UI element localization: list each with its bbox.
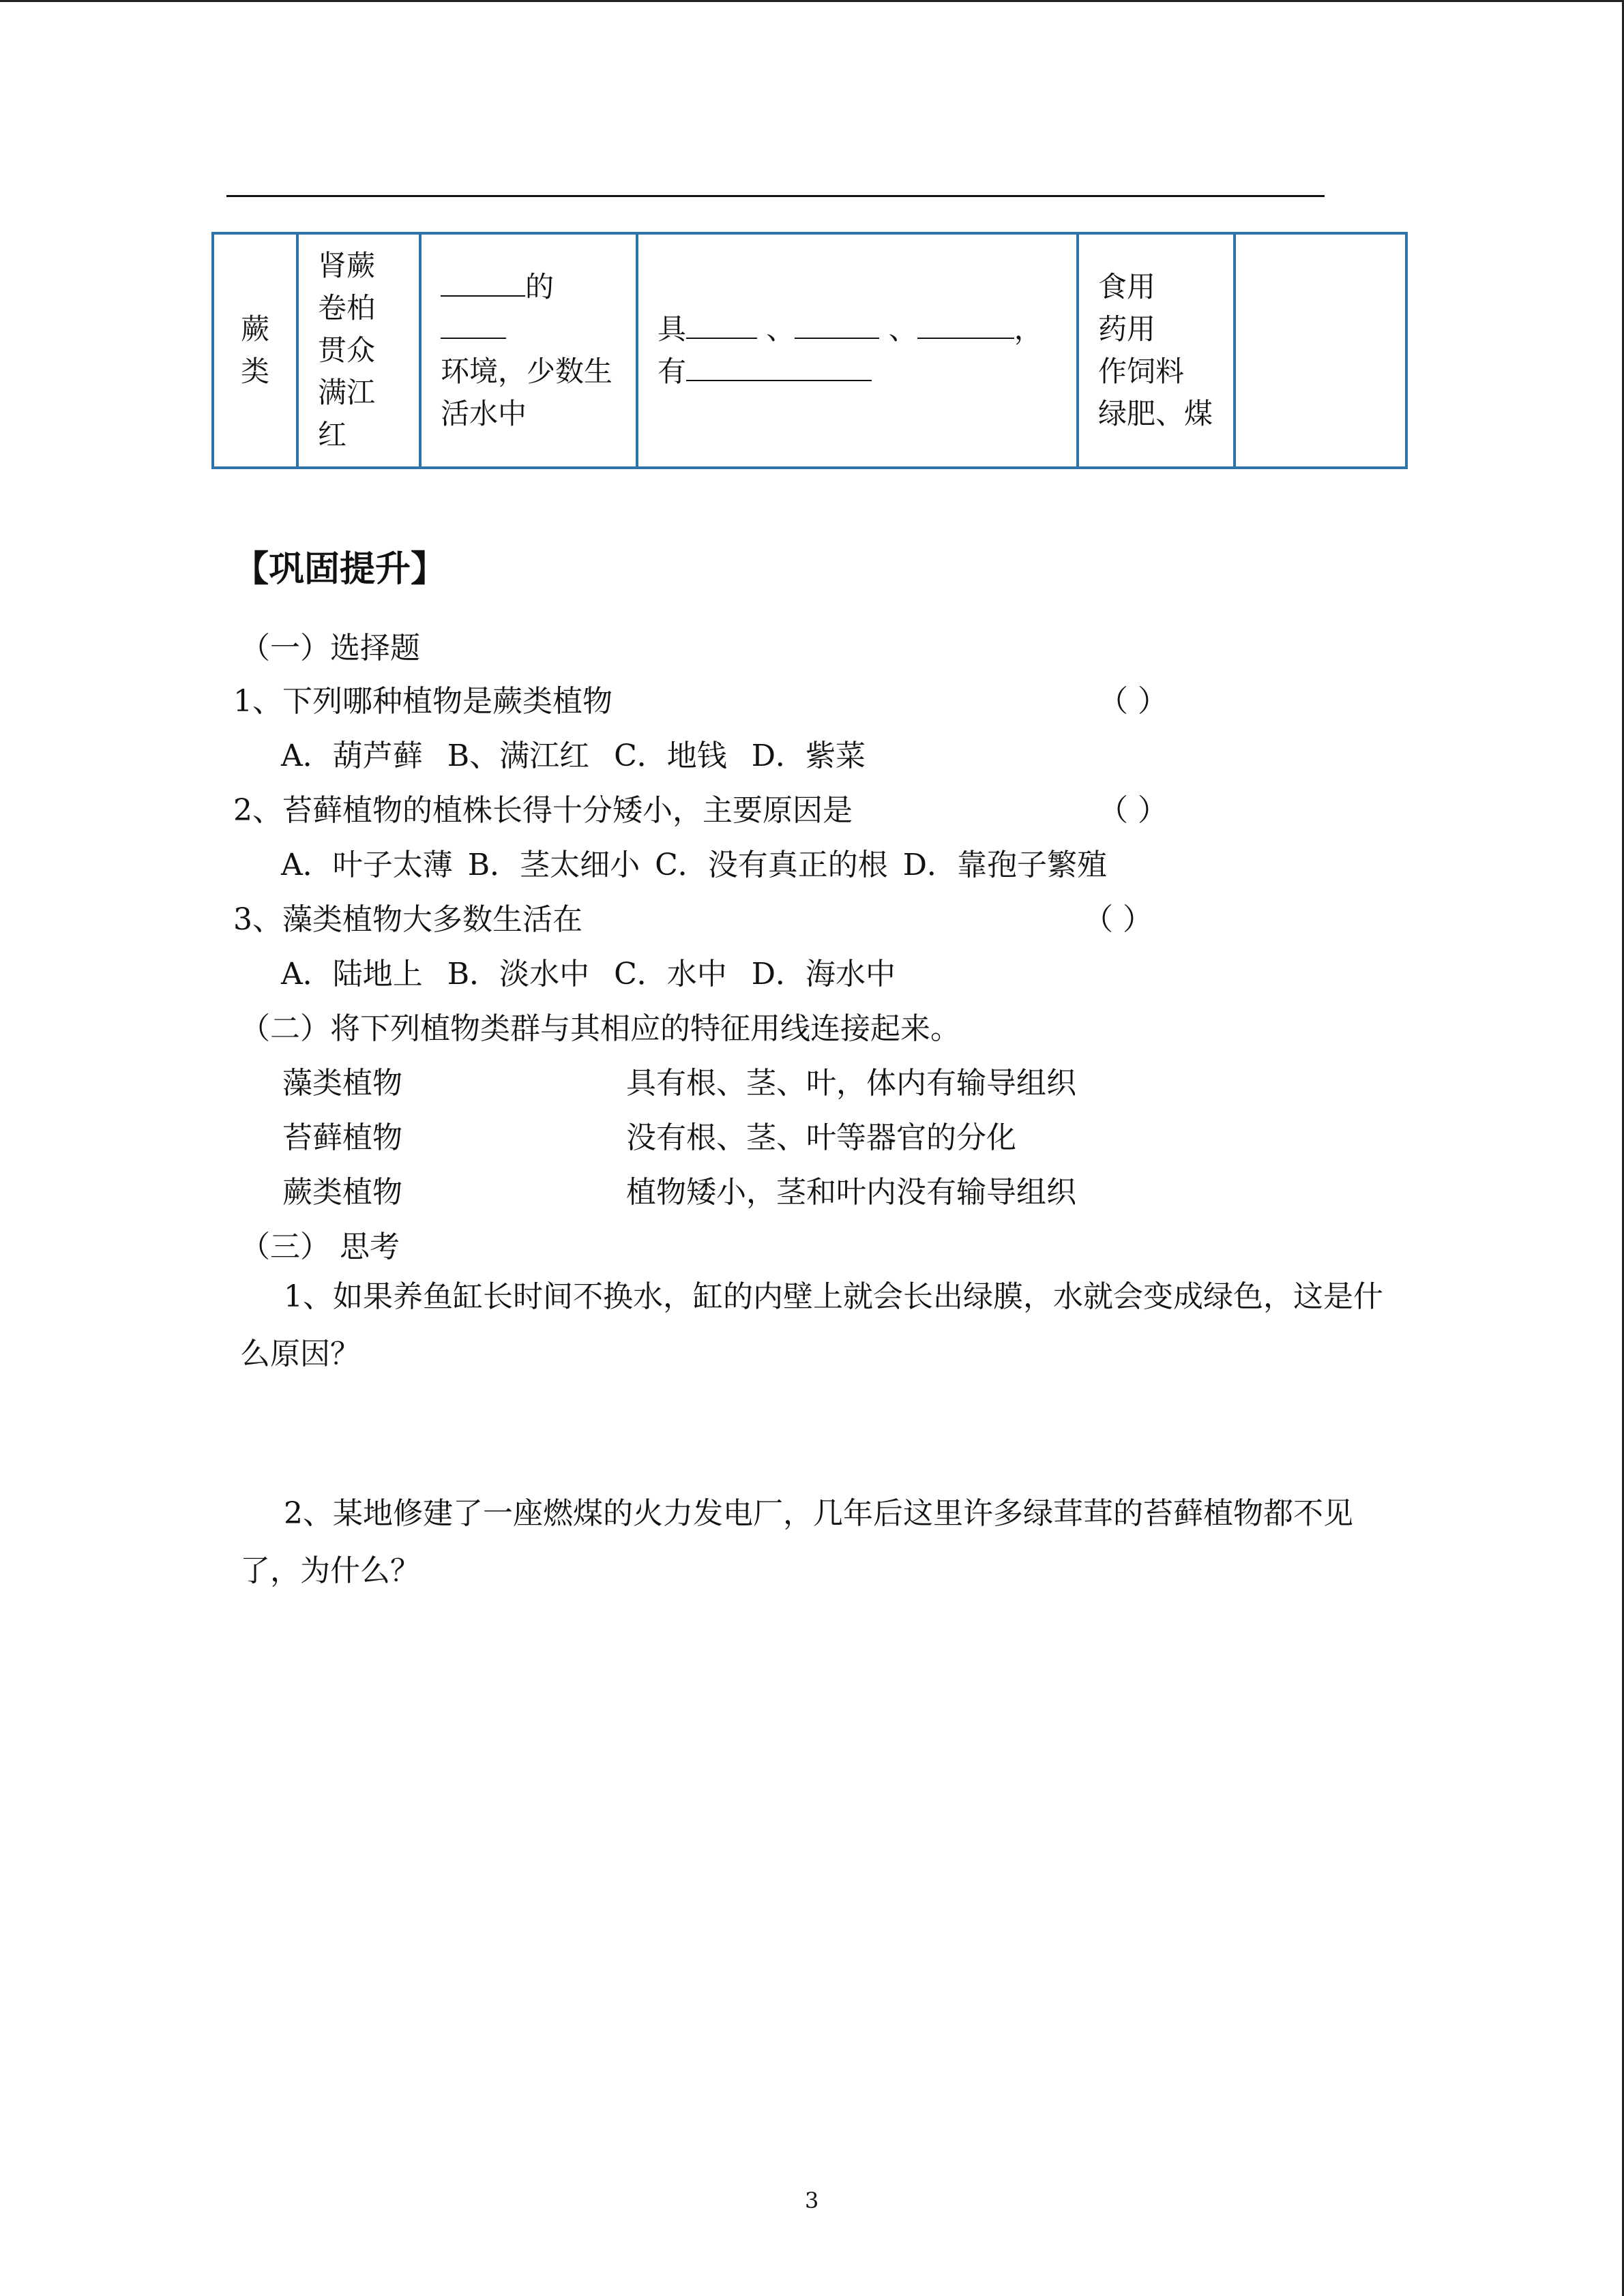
think-question-2: 2、某地修建了一座燃煤的火力发电厂，几年后这里许多绿茸茸的苔藓植物都不见了，为什么？ [240, 1496, 1353, 1588]
use-item: 药用 [1098, 312, 1156, 346]
think-question-1: 1、如果养鱼缸长时间不换水，缸的内壁上就会长出绿膜，水就会变成绿色，这是什么原因？ [240, 1279, 1383, 1371]
use-item: 食用 [1098, 270, 1156, 303]
question-options: A．陆地上 B．淡水中 C．水中 D．海水中 [281, 957, 896, 992]
fill-blank[interactable] [795, 310, 879, 339]
part1-heading: （一）选择题 [240, 631, 420, 666]
habitat-line: 环境，少数生 [441, 355, 613, 388]
separator: 、 [766, 312, 795, 346]
example-item: 卷柏 [318, 291, 376, 325]
plant-group[interactable]: 藻类植物 [282, 1066, 402, 1101]
part2-heading: （二）将下列植物类群与其相应的特征用线连接起来。 [240, 1011, 960, 1046]
separator: 、 [888, 312, 917, 346]
structure-cell [637, 233, 1078, 468]
question-options: A．叶子太薄 B．茎太细小 C．没有真正的根 D．靠孢子繁殖 [281, 848, 1108, 882]
example-item: 满江 [318, 376, 376, 409]
example-item: 肾蕨 [318, 249, 376, 282]
table-row [213, 233, 1406, 468]
category-char: 类 [240, 355, 269, 388]
structure-prefix: 有 [658, 355, 687, 388]
plant-feature[interactable]: 植物矮小，茎和叶内没有输导组织 [626, 1175, 1076, 1210]
fill-blank[interactable] [441, 268, 525, 297]
habitat-cell [420, 233, 637, 468]
category-char: 蕨 [240, 312, 269, 346]
category-cell [213, 233, 297, 468]
section-title: 【巩固提升】 [233, 549, 447, 590]
fill-blank[interactable] [686, 310, 757, 339]
header-rule [226, 195, 1325, 197]
habitat-line: 活水中 [441, 397, 527, 430]
example-item: 贯众 [318, 333, 376, 367]
fill-blank[interactable] [917, 310, 1014, 339]
separator: ， [1014, 312, 1043, 346]
examples-cell [297, 233, 420, 468]
empty-cell [1235, 233, 1406, 468]
fill-blank[interactable] [441, 310, 506, 339]
example-item: 红 [318, 418, 347, 451]
question-stem: 3、藻类植物大多数生活在 [233, 902, 582, 937]
page-number: 3 [805, 2188, 819, 2213]
plant-feature[interactable]: 没有根、茎、叶等器官的分化 [626, 1120, 1016, 1155]
page-border-top [0, 0, 1624, 2]
plant-group[interactable]: 蕨类植物 [282, 1175, 402, 1210]
fill-blank[interactable] [686, 353, 872, 381]
question-stem: 2、苔藓植物的植株长得十分矮小，主要原因是 [233, 793, 853, 828]
question-options: A．葫芦藓 B、满江红 C．地钱 D．紫菜 [281, 739, 866, 773]
fern-table [211, 232, 1408, 469]
uses-cell [1078, 233, 1235, 468]
answer-paren[interactable]: （ ） [1098, 793, 1168, 828]
answer-paren[interactable]: （ ） [1098, 684, 1168, 719]
question-stem: 1、下列哪种植物是蕨类植物 [233, 684, 612, 719]
use-item: 作饲料 [1098, 355, 1185, 388]
plant-group[interactable]: 苔藓植物 [282, 1120, 402, 1155]
structure-prefix: 具 [658, 312, 687, 346]
use-item: 绿肥、煤 [1098, 397, 1213, 430]
answer-paren[interactable]: （ ） [1083, 902, 1153, 937]
plant-feature[interactable]: 具有根、茎、叶，体内有输导组织 [626, 1066, 1076, 1101]
habitat-connector: 的 [525, 270, 555, 303]
part3-heading: （三） 思考 [240, 1229, 400, 1264]
